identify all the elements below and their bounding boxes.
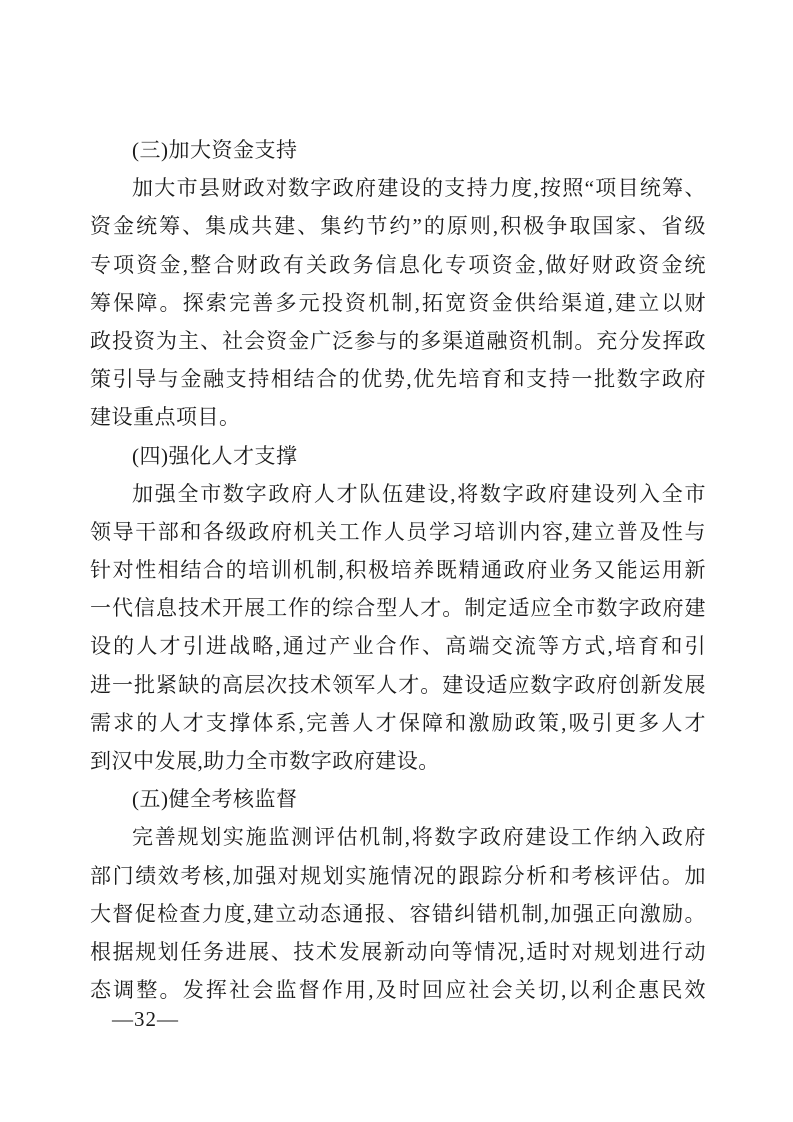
text-line: 需求的人才支撑体系,完善人才保障和激励政策,吸引更多人才 [90, 710, 706, 735]
text-line: 资金统筹、集成共建、集约节约”的原则,积极争取国家、省级 [90, 214, 706, 239]
text-line: 策引导与金融支持相结合的优势,优先培育和支持一批数字政府 [90, 367, 706, 392]
text-line: 领导干部和各级政府机关工作人员学习培训内容,建立普及性与 [90, 519, 706, 544]
text-line: 专项资金,整合财政有关政务信息化专项资金,做好财政资金统 [90, 252, 706, 277]
text-line: 一代信息技术开展工作的综合型人才。制定适应全市数字政府建 [90, 596, 706, 621]
text-line: 建设重点项目。 [90, 405, 241, 430]
page-number: —32— [112, 1007, 179, 1031]
text-line: 部门绩效考核,加强对规划实施情况的跟踪分析和考核评估。加 [90, 863, 706, 888]
text-line: 进一批紧缺的高层次技术领军人才。建设适应数字政府创新发展 [90, 672, 706, 697]
section-heading-4: (四)强化人才支撑 [132, 443, 298, 468]
text-line: 根据规划任务进展、技术发展新动向等情况,适时对规划进行动 [90, 939, 706, 964]
document-body [90, 131, 706, 1009]
text-line: 加大市县财政对数字政府建设的支持力度,按照“项目统筹、 [132, 176, 706, 201]
text-line: 政投资为主、社会资金广泛参与的多渠道融资机制。充分发挥政 [90, 328, 706, 353]
section-heading-5: (五)健全考核监督 [132, 787, 298, 812]
text-line: 大督促检查力度,建立动态通报、容错纠错机制,加强正向激励。 [90, 901, 706, 926]
text-line: 加强全市数字政府人才队伍建设,将数字政府建设列入全市 [132, 481, 706, 506]
text-line: 设的人才引进战略,通过产业合作、高端交流等方式,培育和引 [90, 634, 706, 659]
text-line: 针对性相结合的培训机制,积极培养既精通政府业务又能运用新 [90, 558, 706, 583]
text-line: 完善规划实施监测评估机制,将数字政府建设工作纳入政府 [132, 825, 706, 850]
text-line: 筹保障。探索完善多元投资机制,拓宽资金供给渠道,建立以财 [90, 290, 706, 315]
text-line: 到汉中发展,助力全市数字政府建设。 [90, 749, 440, 773]
section-heading-3: (三)加大资金支持 [132, 138, 298, 162]
text-line: 态调整。发挥社会监督作用,及时回应社会关切,以利企惠民效 [90, 978, 706, 1003]
